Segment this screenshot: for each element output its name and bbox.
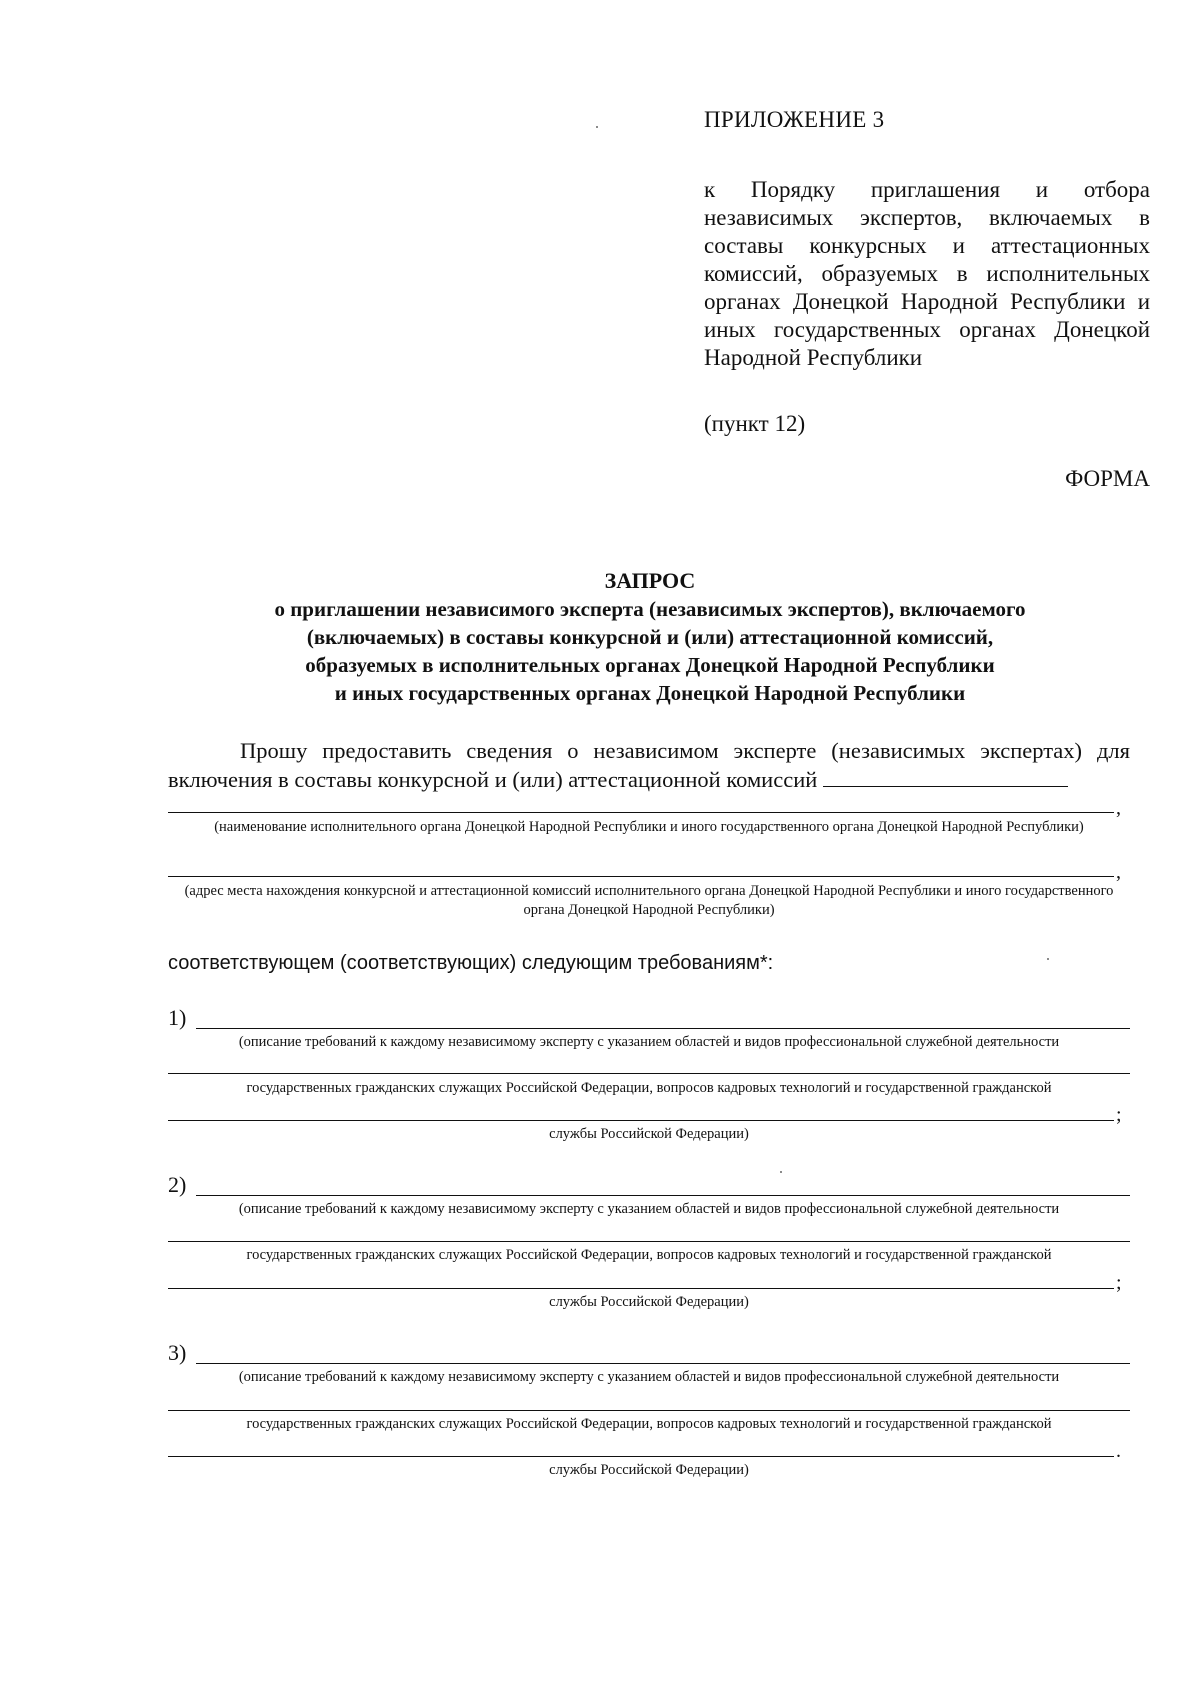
scan-speck [596, 126, 598, 128]
appendix-point: (пункт 12) [704, 411, 806, 436]
form-label: ФОРМА [1065, 466, 1150, 491]
requirement-1-line-1[interactable] [196, 1028, 1130, 1029]
subtitle-line: о приглашении независимого эксперта (независимых экспертов), включаемого [274, 597, 1026, 621]
requirement-3-line-1[interactable] [196, 1363, 1130, 1364]
requirement-end-mark: . [1116, 1440, 1121, 1462]
requirement-caption: службы Российской Федерации) [549, 1462, 749, 1478]
requirement-2-line-3[interactable] [168, 1288, 1114, 1289]
requirement-caption: государственных гражданских служащих Российской Федерации, вопросов кадровых технологий и государственной гражданской [246, 1416, 1052, 1432]
requirement-caption: (описание требований к каждому независимому эксперту с указанием областей и видов профессиональной служебной деятельности [238, 1369, 1060, 1385]
line-end-comma: , [1116, 797, 1121, 819]
requirement-1-line-2[interactable] [168, 1073, 1130, 1074]
intro-text: Прошу предоставить сведения о независимом эксперте (независимых экспертах) для включения в составы конкурсной и (или) аттестационной комиссий [168, 738, 1130, 792]
subtitle-line: (включаемых) в составы конкурсной и (или) аттестационной комиссий, [306, 625, 994, 649]
requirement-3-line-3[interactable] [168, 1456, 1114, 1457]
requirement-caption: государственных гражданских служащих Российской Федерации, вопросов кадровых технологий и государственной гражданской [246, 1247, 1052, 1263]
appendix-reference: к Порядку приглашения и отбора независимых экспертов, включаемых в составы конкурсных и аттестационных комиссий, образуемых в исполнительных органах Донецкой Народной Республики и иных государственных органах Донецкой Народной Республики [704, 177, 1150, 370]
requirement-caption: службы Российской Федерации) [549, 1126, 749, 1142]
requirement-3-line-2[interactable] [168, 1410, 1130, 1411]
requirement-2-line-1[interactable] [196, 1195, 1130, 1196]
intro-paragraph [168, 736, 1130, 794]
line-end-comma: , [1116, 861, 1121, 883]
requirement-caption: государственных гражданских служащих Российской Федерации, вопросов кадровых технологий и государственной гражданской [246, 1080, 1052, 1096]
requirement-2-line-2[interactable] [168, 1241, 1130, 1242]
commission-name-field[interactable] [823, 768, 1068, 787]
scan-speck [780, 1171, 782, 1173]
requirement-end-mark: ; [1116, 1272, 1122, 1294]
requirement-end-mark: ; [1116, 1104, 1122, 1126]
address-field[interactable] [168, 876, 1114, 877]
document-title: ЗАПРОС [604, 568, 696, 593]
appendix-title: ПРИЛОЖЕНИЕ 3 [704, 107, 885, 132]
requirement-caption: (описание требований к каждому независимому эксперту с указанием областей и видов профессиональной служебной деятельности [238, 1034, 1060, 1050]
subtitle-line: и иных государственных органах Донецкой Народной Республики [334, 681, 966, 705]
requirement-number: 2) [168, 1172, 187, 1197]
org-name-field[interactable] [168, 812, 1114, 813]
requirement-number: 1) [168, 1005, 187, 1030]
subtitle-line: образуемых в исполнительных органах Донецкой Народной Республики [305, 653, 995, 677]
address-caption: (адрес места нахождения конкурсной и аттестационной комиссий исполнительного органа Донецкой Народной Республики и иного государственного органа Донецкой Народной Республики) [184, 883, 1114, 918]
requirement-caption: (описание требований к каждому независимому эксперту с указанием областей и видов профессиональной служебной деятельности [238, 1201, 1060, 1217]
document-subtitle [150, 595, 1150, 707]
requirements-intro: соответствующем (соответствующих) следующим требованиям*: [168, 952, 774, 974]
org-name-caption: (наименование исполнительного органа Донецкой Народной Республики и иного государственного органа Донецкой Народной Республики) [214, 819, 1084, 835]
requirement-caption: службы Российской Федерации) [549, 1294, 749, 1310]
requirement-number: 3) [168, 1340, 187, 1365]
requirement-1-line-3[interactable] [168, 1120, 1114, 1121]
scan-speck [1047, 958, 1049, 960]
